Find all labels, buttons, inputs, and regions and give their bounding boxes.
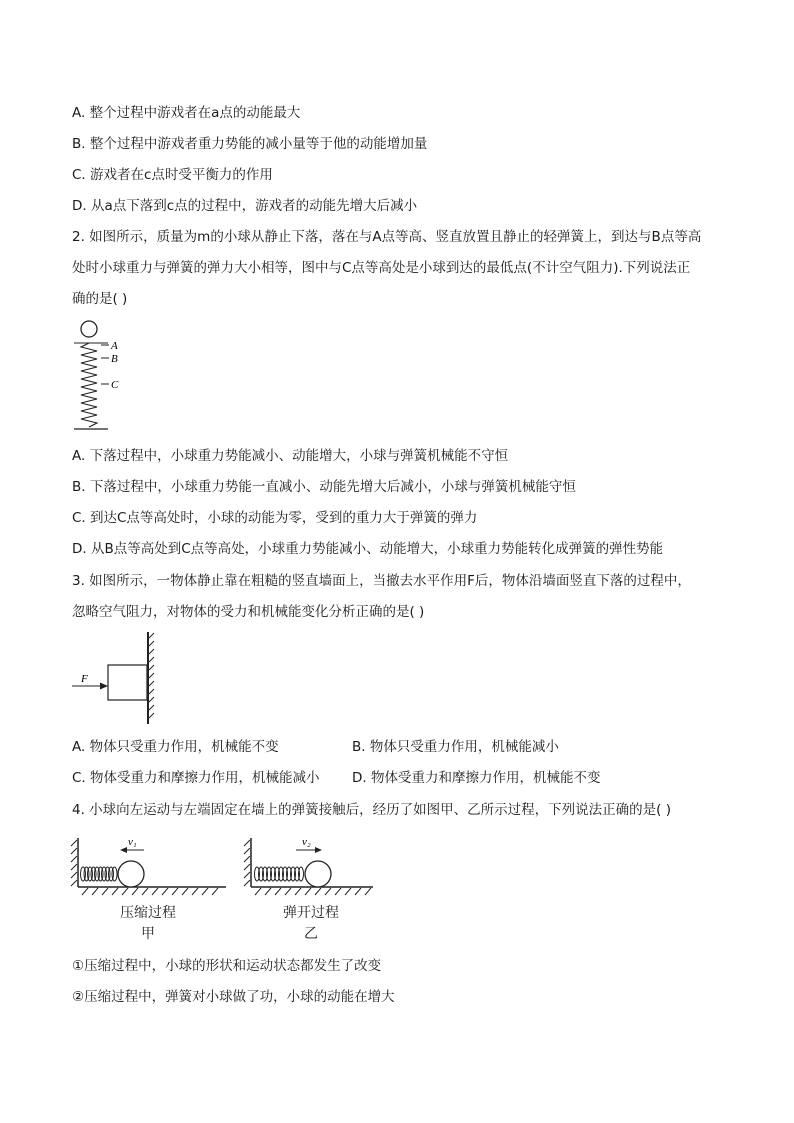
label-b: B <box>111 353 118 365</box>
q1-option-c: C. 游戏者在c点时受平衡力的作用 <box>72 167 273 183</box>
caption-compression: 压缩过程 <box>120 906 176 921</box>
ball-circle <box>81 321 97 337</box>
force-label: F <box>81 673 88 685</box>
block-rect <box>108 665 147 700</box>
q2-option-c: C. 到达C点等高处时，小球的动能为零，受到的重力大于弹簧的弹力 <box>72 510 478 526</box>
block-wall-figure <box>70 630 160 726</box>
wall-hatching <box>149 633 154 718</box>
q2-stem-line-1: 2. 如图所示，质量为m的小球从静止下落，落在与A点等高、竖直放置且静止的轻弹簧上，到达与B点等高 <box>72 229 702 245</box>
q2-option-b: B. 下落过程中，小球重力势能一直减小、动能先增大后减小，小球与弹簧机械能守恒 <box>72 479 576 495</box>
label-c: C <box>111 379 119 391</box>
q3-option-b: B. 物体只受重力作用，机械能减小 <box>352 739 559 755</box>
compressed-spring <box>81 867 118 881</box>
caption-jia: 甲 <box>141 927 155 942</box>
q1-option-a: A. 整个过程中游戏者在a点的动能最大 <box>72 105 301 121</box>
spring-ball-figure <box>70 318 140 434</box>
vertical-spring <box>81 343 97 427</box>
velocity-label-v1: v₁ <box>128 836 137 848</box>
velocity-label-v2: v₂ <box>302 836 311 848</box>
figure-jia <box>71 836 226 942</box>
ball-left <box>118 861 144 887</box>
q2-stem-line-3: 确的是( ) <box>72 291 128 307</box>
q3-option-c: C. 物体受重力和摩擦力作用，机械能减小 <box>72 770 320 786</box>
q4-stem: 4. 小球向左运动与左端固定在墙上的弹簧接触后，经历了如图甲、乙所示过程，下列说法正确的是( ) <box>72 802 671 818</box>
q3-stem-line-1: 3. 如图所示，一物体静止靠在粗糙的竖直墙面上，当撤去水平作用F后，物体沿墙面竖直下落的过程中， <box>72 573 691 589</box>
spring-compression-figures <box>68 830 378 946</box>
q4-statement-1: ①压缩过程中，小球的形状和运动状态都发生了改变 <box>72 958 382 974</box>
q3-option-d: D. 物体受重力和摩擦力作用，机械能不变 <box>352 770 601 786</box>
caption-yi: 乙 <box>304 927 318 942</box>
q2-option-a: A. 下落过程中，小球重力势能减小、动能增大，小球与弹簧机械能不守恒 <box>72 448 509 464</box>
figure-yi <box>244 836 373 942</box>
q3-option-a: A. 物体只受重力作用，机械能不变 <box>72 739 279 755</box>
q1-option-d: D. 从a点下落到c点的过程中，游戏者的动能先增大后减小 <box>72 198 418 214</box>
q2-option-d: D. 从B点等高处到C点等高处，小球重力势能减小、动能增大，小球重力势能转化成弹簧的弹性势能 <box>72 541 664 557</box>
ball-right <box>305 861 331 887</box>
q1-option-b: B. 整个过程中游戏者重力势能的减小量等于他的动能增加量 <box>72 136 428 152</box>
label-a: A <box>111 340 118 352</box>
expanding-spring <box>255 867 304 881</box>
caption-release: 弹开过程 <box>283 906 339 921</box>
q2-stem-line-2: 处时小球重力与弹簧的弹力大小相等，图中与C点等高处是小球到达的最低点(不计空气阻力).下列说法正 <box>72 260 691 276</box>
q4-statement-2: ②压缩过程中，弹簧对小球做了功，小球的动能在增大 <box>72 989 395 1005</box>
q3-stem-line-2: 忽略空气阻力，对物体的受力和机械能变化分析正确的是( ) <box>72 604 425 620</box>
